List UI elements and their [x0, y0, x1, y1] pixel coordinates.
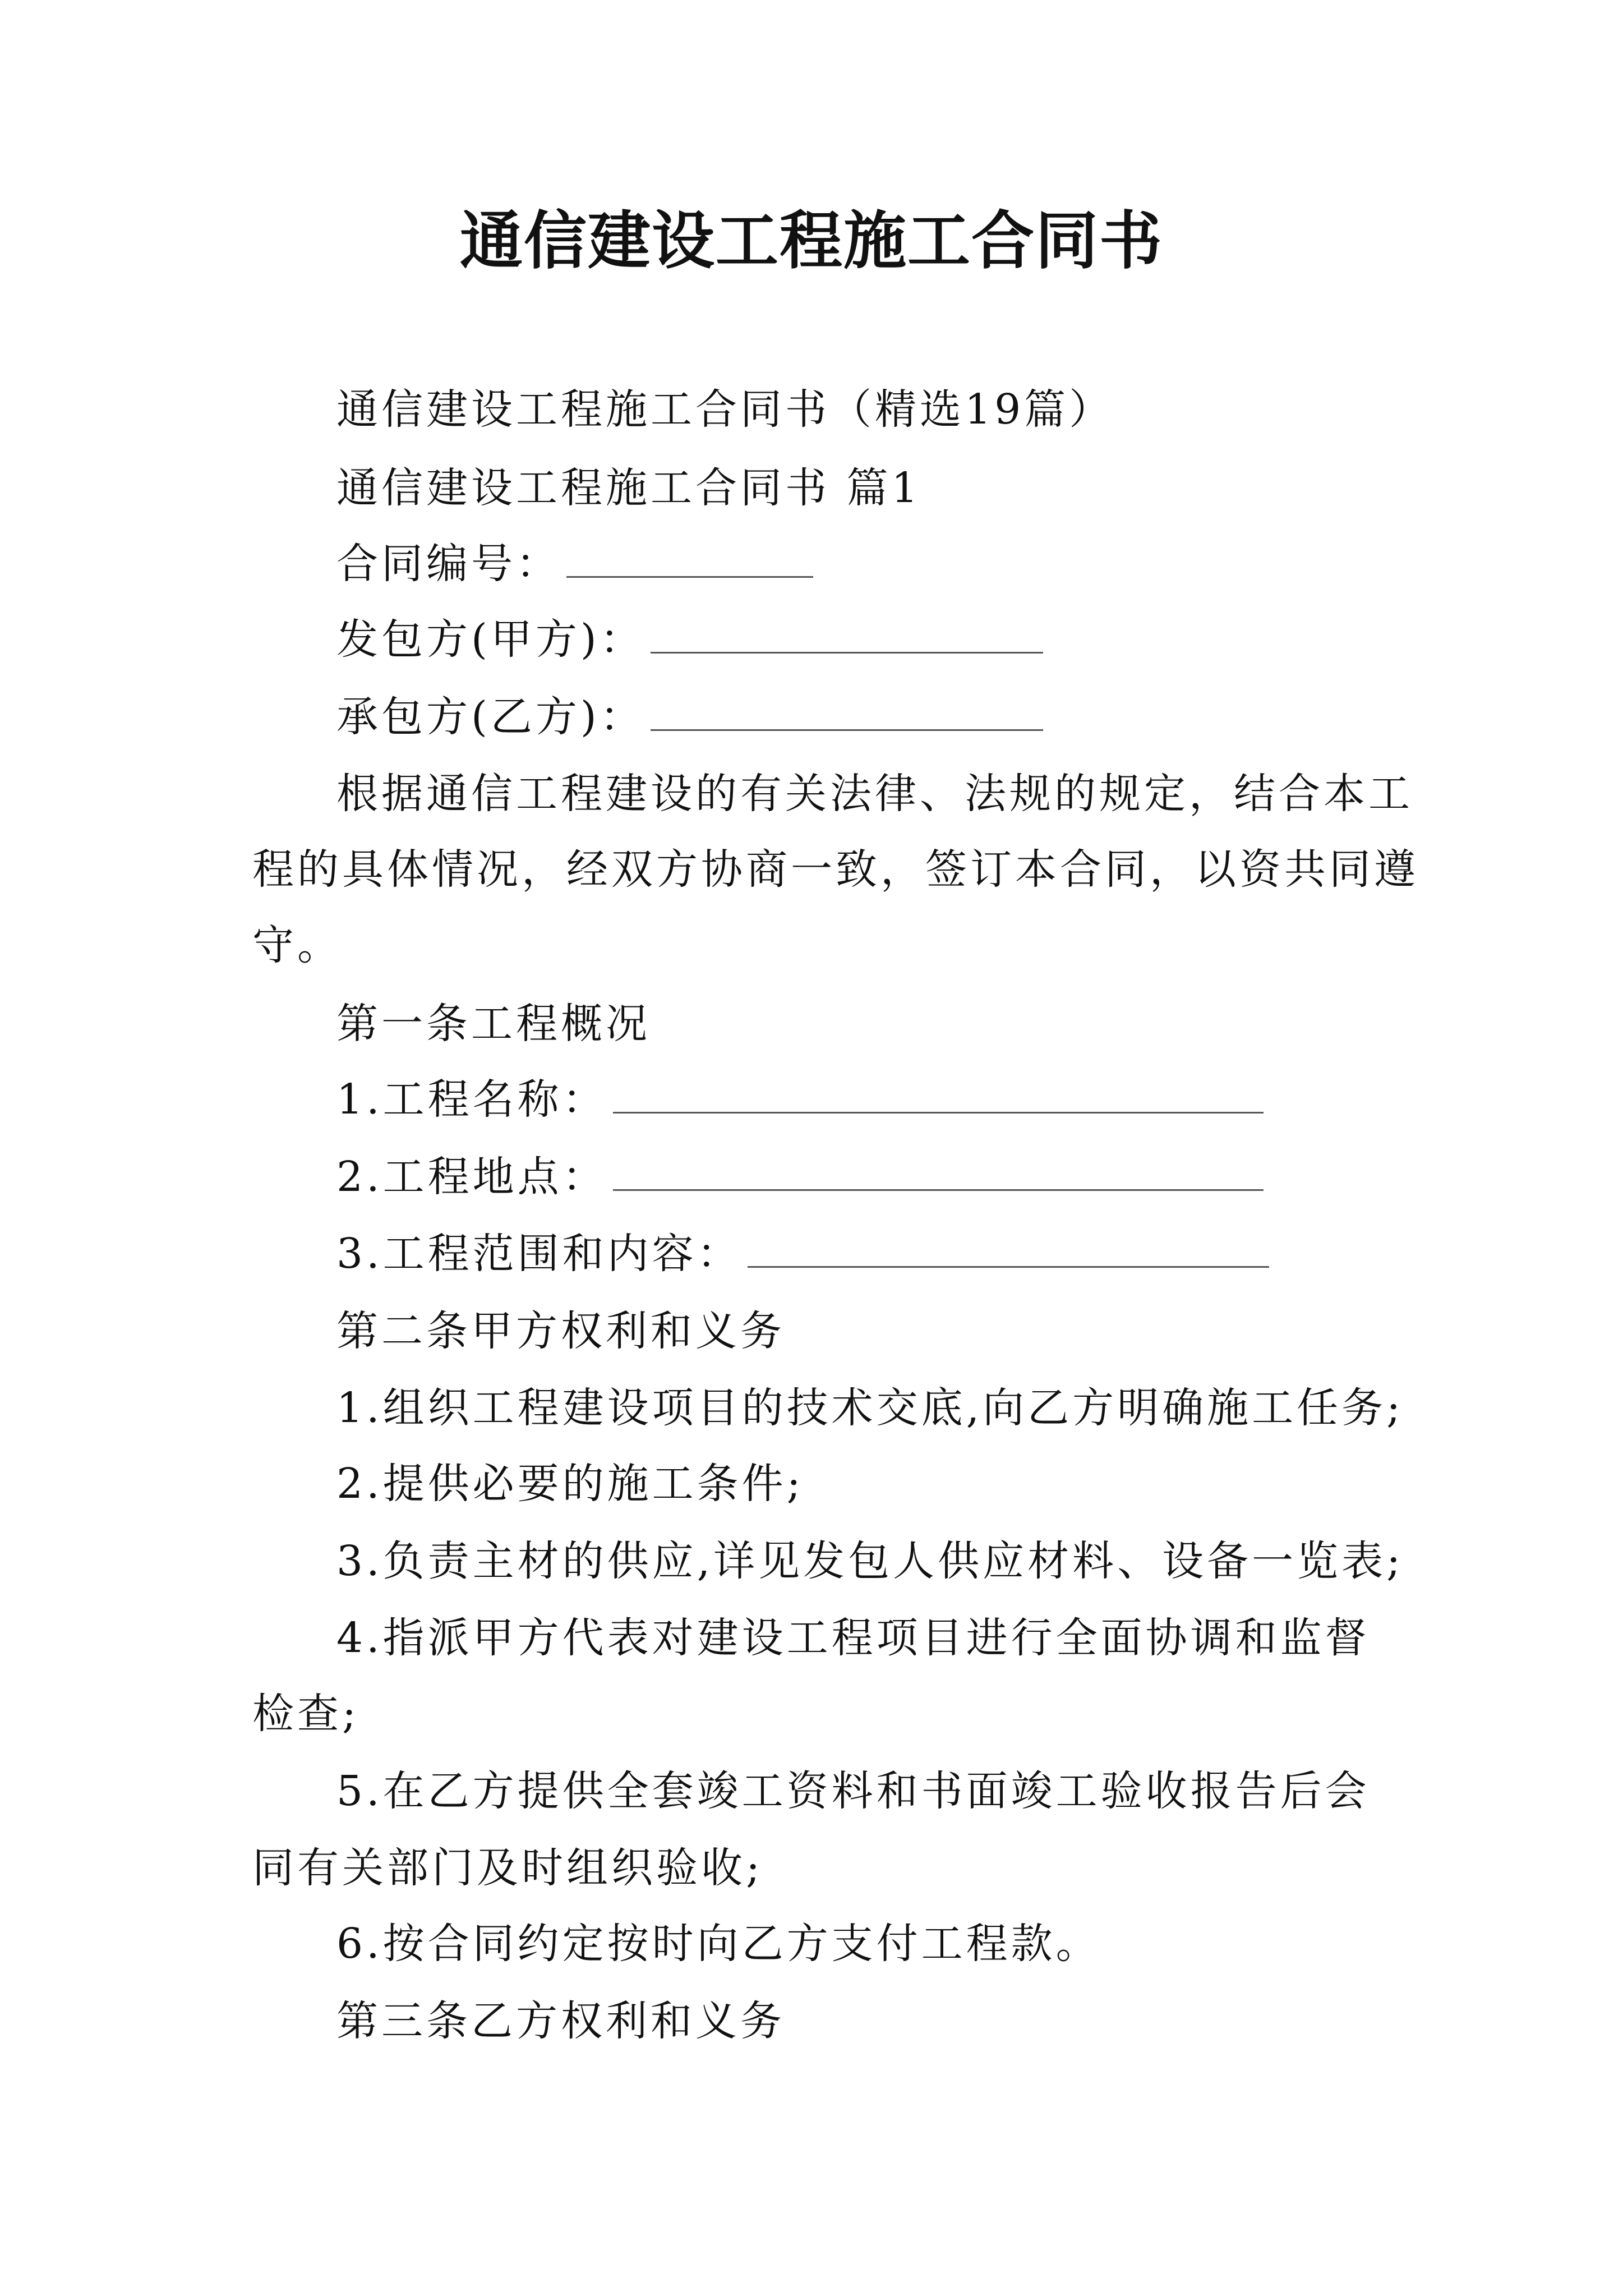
project-name-label: 1.工程名称：	[336, 1075, 607, 1124]
intro-line-3: 守。	[252, 921, 342, 969]
project-location-blank	[613, 1153, 1264, 1191]
project-scope-blank	[748, 1230, 1269, 1268]
article2-item-4-line-2: 检查;	[252, 1690, 359, 1738]
article1-item-2	[336, 1152, 1264, 1202]
article2-item-1: 1.组织工程建设项目的技术交底,向乙方明确施工任务;	[336, 1384, 1404, 1432]
article2-item-5-line-2: 同有关部门及时组织验收;	[252, 1844, 763, 1892]
party-a-field	[336, 614, 1043, 665]
project-location-label: 2.工程地点：	[336, 1153, 607, 1201]
article1-item-3	[336, 1228, 1269, 1279]
article2-item-3: 3.负责主材的供应,详见发包人供应材料、设备一览表;	[336, 1537, 1404, 1585]
article3-heading: 第三条乙方权利和义务	[336, 1997, 785, 2045]
party-b-blank	[651, 693, 1043, 731]
article2-item-4-line-1: 4.指派甲方代表对建设工程项目进行全面协调和监督	[336, 1614, 1370, 1662]
project-scope-label: 3.工程范围和内容：	[336, 1230, 742, 1278]
party-a-blank	[651, 616, 1043, 654]
document-title: 通信建设工程施工合同书	[460, 204, 1163, 278]
article2-item-5-line-1: 5.在乙方提供全套竣工资料和书面竣工验收报告后会	[336, 1767, 1370, 1815]
document-subtitle: 通信建设工程施工合同书（精选19篇）	[336, 385, 1114, 434]
party-b-label: 承包方(乙方)：	[336, 693, 645, 741]
section-heading: 通信建设工程施工合同书 篇1	[336, 464, 921, 512]
article1-heading: 第一条工程概况	[336, 1000, 651, 1048]
intro-line-1: 根据通信工程建设的有关法律、法规的规定，结合本工	[336, 770, 1413, 818]
project-name-blank	[613, 1076, 1264, 1114]
contract-number-label: 合同编号：	[336, 540, 561, 588]
party-b-field	[336, 692, 1043, 742]
article2-item-6: 6.按合同约定按时向乙方支付工程款。	[336, 1920, 1101, 1968]
contract-number-field	[336, 539, 813, 589]
article1-item-1	[336, 1074, 1264, 1125]
contract-number-blank	[566, 540, 813, 578]
article2-item-2: 2.提供必要的施工条件;	[336, 1460, 804, 1508]
intro-line-2: 程的具体情况，经双方协商一致，签订本合同，以资共同遵	[252, 845, 1419, 894]
party-a-label: 发包方(甲方)：	[336, 615, 645, 664]
article2-heading: 第二条甲方权利和义务	[336, 1307, 785, 1355]
